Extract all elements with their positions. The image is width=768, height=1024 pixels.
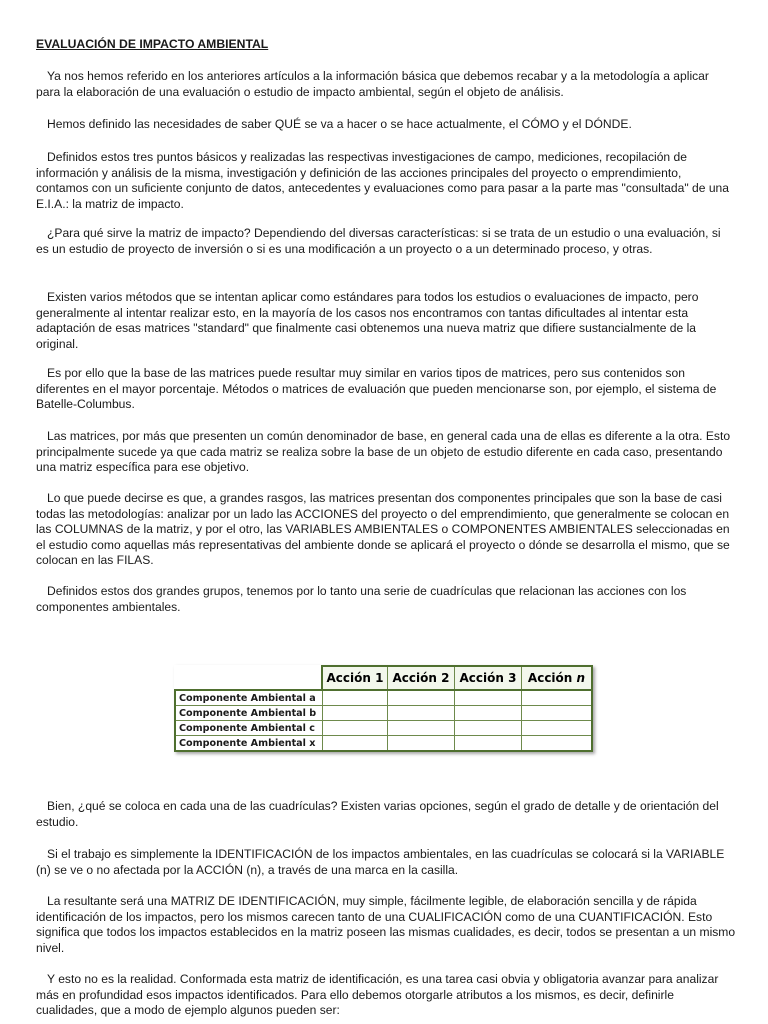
matrix-row-label: Componente Ambiental c — [175, 721, 322, 736]
matrix-column-header: Acción 3 — [455, 666, 522, 690]
matrix-row — [175, 706, 592, 721]
matrix-cell — [322, 721, 388, 736]
paragraph-12: La resultante será una MATRIZ DE IDENTIFICACIÓN, muy simple, fácilmente legible, de elaboración sencilla y de rápida identificación de los impactos, pero los mismos carecen tanto de una CUALIFICACIÓN como de una CUANTIFICACIÓN. Esto significa que todos los impactos establecidos en la matriz poseen las mismas cualidades, es decir, todos se presentan a un mismo nivel. — [36, 894, 736, 955]
paragraph-9: Definidos estos dos grandes grupos, tenemos por lo tanto una serie de cuadrículas que relacionan las acciones con los componentes ambientales. — [36, 584, 687, 614]
matrix-cell — [388, 736, 455, 752]
paragraph-5: Existen varios métodos que se intentan aplicar como estándares para todos los estudios o evaluaciones de impacto, pero generalmente al intentar realizar esto, en la mayoría de los casos nos encontramos con tantas dificultades al intentar esta adaptación de esas matrices "standard" que finalmente casi obtenemos una nueva matriz que difiere sustancialmente de la original. — [36, 290, 699, 351]
matrix-column-header-n — [522, 666, 593, 690]
matrix-column-header: Acción 1 — [322, 666, 388, 690]
matrix-column-header-label: Acción — [527, 671, 573, 685]
matrix-cell — [522, 706, 593, 721]
matrix-corner — [175, 666, 322, 690]
matrix-row — [175, 736, 592, 752]
matrix-cell — [322, 706, 388, 721]
matrix-cell — [455, 721, 522, 736]
paragraph-10: Bien, ¿qué se coloca en cada una de las cuadrículas? Existen varias opciones, según el grado de detalle y de orientación del estudio. — [36, 799, 719, 829]
matrix-row-label: Componente Ambiental b — [175, 706, 322, 721]
matrix-cell — [388, 721, 455, 736]
paragraph-3: Definidos estos tres puntos básicos y realizadas las respectivas investigaciones de campo, mediciones, recopilación de información y análisis de la misma, investigación y definición de las acciones principales del proyecto o emprendimiento, contamos con un suficiente conjunto de datos, antecedentes y evaluaciones como para pasar a la parte mas "consultada" de una E.I.A.: la matriz de impacto. — [36, 150, 729, 211]
matrix-row — [175, 721, 592, 736]
matrix-cell — [455, 736, 522, 752]
paragraph-8: Lo que puede decirse es que, a grandes rasgos, las matrices presentan dos componentes principales que son la base de casi todas las metodologías: analizar por un lado las ACCIONES del proyecto o del emprendimiento, que generalmente se colocan en las COLUMNAS de la matriz, y por el otro, las VARIABLES AMBIENTALES o COMPONENTES AMBIENTALES seleccionadas en el estudio como aquellas más representativas del ambiente donde se aplicará el proyecto o dónde se desarrolla el mismo, que se colocan en las FILAS. — [36, 491, 730, 568]
matrix-cell — [522, 736, 593, 752]
matrix-cell — [455, 706, 522, 721]
matrix-header-row — [175, 666, 592, 690]
paragraph-4: ¿Para qué sirve la matriz de impacto? Dependiendo del diversas características: si se trata de un estudio o una evaluación, si es un estudio de proyecto de inversión o si es una modificación a un proyecto o a un determinado proceso, y otras. — [36, 226, 721, 256]
matrix-cell — [322, 736, 388, 752]
matrix-cell — [388, 690, 455, 706]
matrix-cell — [455, 690, 522, 706]
matrix-cell — [388, 706, 455, 721]
paragraph-1: Ya nos hemos referido en los anteriores artículos a la información básica que debemos recabar y a la metodología a aplicar para la elaboración de una evaluación o estudio de impacto ambiental, según el objeto de análisis. — [36, 69, 709, 99]
document-title: EVALUACIÓN DE IMPACTO AMBIENTAL — [36, 37, 269, 51]
impact-matrix — [174, 665, 593, 752]
matrix-column-suffix: n — [576, 671, 586, 685]
impact-matrix-table — [174, 665, 593, 752]
matrix-row-label: Componente Ambiental x — [175, 736, 322, 752]
matrix-cell — [522, 690, 593, 706]
matrix-row — [175, 690, 592, 706]
matrix-cell — [522, 721, 593, 736]
matrix-column-header: Acción 2 — [388, 666, 455, 690]
paragraph-2: Hemos definido las necesidades de saber QUÉ se va a hacer o se hace actualmente, el CÓMO y el DÓNDE. — [47, 117, 632, 131]
paragraph-11: Si el trabajo es simplemente la IDENTIFICACIÓN de los impactos ambientales, en las cuadrículas se colocará si la VARIABLE (n) se ve o no afectada por la ACCIÓN (n), a través de una marca en la casilla. — [36, 847, 725, 877]
matrix-row-label: Componente Ambiental a — [175, 690, 322, 706]
paragraph-6: Es por ello que la base de las matrices puede resultar muy similar en varios tipos de matrices, pero sus contenidos son diferentes en el mayor porcentaje. Métodos o matrices de evaluación que pueden mencionarse son, por ejemplo, el sistema de Batelle-Columbus. — [36, 366, 717, 412]
matrix-cell — [322, 690, 388, 706]
paragraph-7: Las matrices, por más que presenten un común denominador de base, en general cada una de ellas es diferente a la otra. Esto principalmente sucede ya que cada matriz se realiza sobre la base de un objeto de estudio diferente en cada caso, presentando una matriz específica para ese objetivo. — [36, 429, 731, 475]
paragraph-13: Y esto no es la realidad. Conformada esta matriz de identificación, es una tarea casi obvia y obligatoria avanzar para analizar más en profundidad esos impactos identificados. Para ello debemos otorgarle atributos a los mismos, es decir, definirle cualidades, que a modo de ejemplo algunos pueden ser: — [36, 972, 719, 1018]
